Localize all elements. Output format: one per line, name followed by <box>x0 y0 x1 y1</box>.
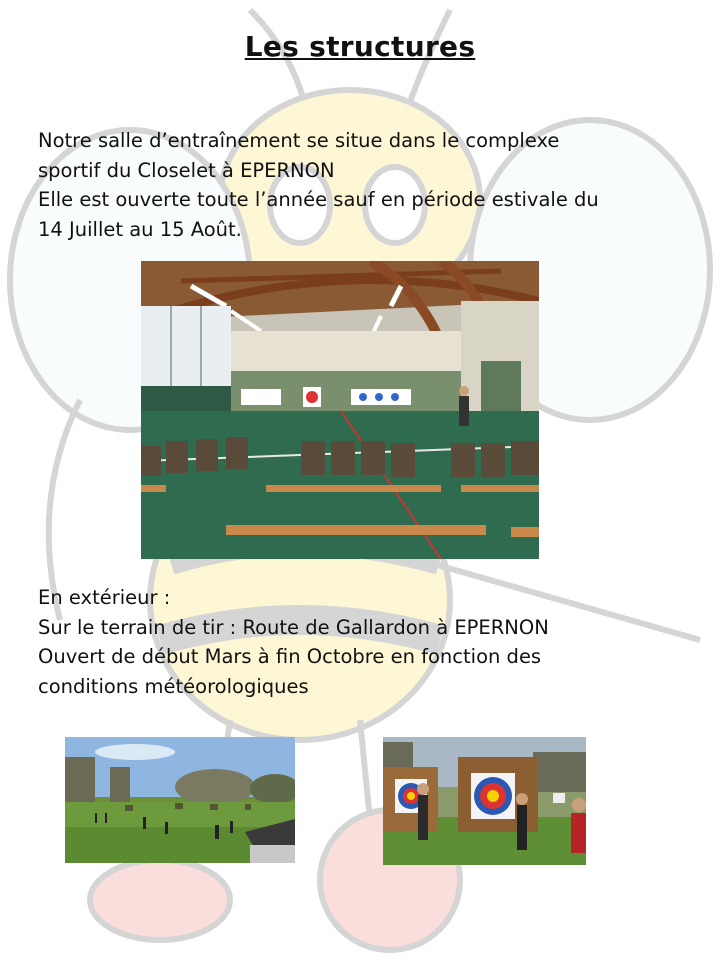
intro-line: sportif du Closelet à EPERNON <box>38 158 335 182</box>
gym-hall-photo <box>141 261 539 559</box>
intro-line: Elle est ouverte toute l’année sauf en période estivale du <box>38 188 599 211</box>
outdoor-line: Ouvert de début Mars à fin Octobre en fonction des <box>38 645 542 668</box>
outdoor-line: Sur le terrain de tir : Route de Gallardon à EPERNON <box>38 615 549 639</box>
intro-line: 14 Juillet au 15 Août. <box>38 217 242 241</box>
intro-line: Notre salle d’entraînement se situe dans le complexe <box>38 129 560 152</box>
intro-paragraph <box>38 126 678 244</box>
page-title: Les structures <box>244 30 476 63</box>
outdoor-line: En extérieur : <box>38 586 171 609</box>
outdoor-line: conditions météorologiques <box>38 674 309 698</box>
outdoor-paragraph <box>38 583 678 701</box>
archery-targets-photo <box>383 737 586 865</box>
outdoor-field-photo <box>65 737 295 863</box>
